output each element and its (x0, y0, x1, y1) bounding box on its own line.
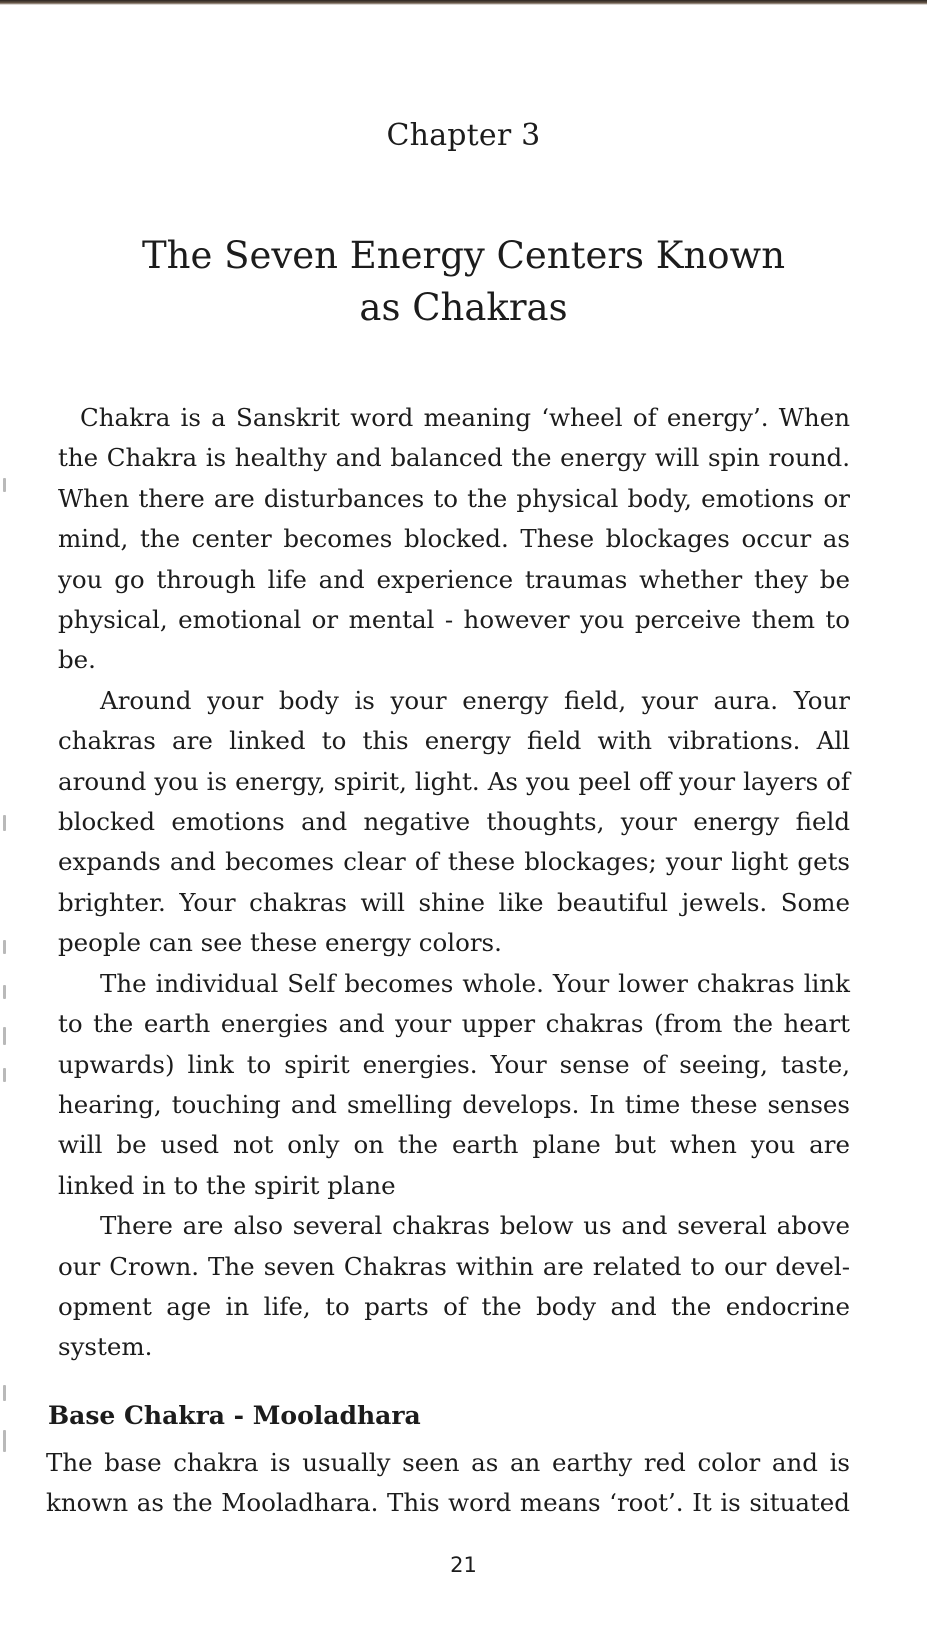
page-number: 21 (450, 1553, 477, 1577)
section-heading: Base Chakra - Mooladhara (48, 1401, 421, 1430)
paragraph-3: The individual Self becomes whole. Your lower chakras link to the earth energies and your upper chakras (from the heart upwards) link to spirit energies. Your sense of seeing, taste, hearing, touching and smelling develops. In time these senses will be used not only on the earth plane but when you are linked in to the spirit plane (58, 968, 850, 1200)
chapter-title-line-2: as Chakras (359, 286, 568, 329)
page-top-edge (0, 0, 927, 5)
body-text (58, 398, 850, 1368)
margin-marks (0, 0, 20, 1650)
paragraph-4: There are also several chakras below us and several above our Crown. The seven Chakras within are related to our devel-opment age in life, to parts of the body and the endocrine system. (58, 1211, 850, 1362)
paragraph-1: Chakra is a Sanskrit word meaning ‘wheel of energy’. When the Chakra is healthy and balanced the energy will spin round. When there are disturbances to the physical body, emotions or mind, the center becomes blocked. These blockages occur as you go through life and experience traumas whether they be physical, emotional or mental - however you perceive them to be. (58, 403, 850, 675)
section-text (46, 1443, 850, 1524)
chapter-title (130, 230, 797, 334)
section-paragraph: The base chakra is usually seen as an earthy red color and is known as the Mooladhara. This word means ‘root’. It is situated (46, 1448, 850, 1518)
chapter-title-line-1: The Seven Energy Centers Known (141, 234, 786, 277)
paragraph-2: Around your body is your energy field, your aura. Your chakras are linked to this energy field with vibrations. All around you is energy, spirit, light. As you peel off your layers of blocked emotions and negative thoughts, your energy field expands and becomes clear of these blockages; your light gets brighter. Your chakras will shine like beautiful jewels. Some people can see these energy colors. (58, 685, 850, 958)
chapter-label: Chapter 3 (386, 118, 541, 153)
